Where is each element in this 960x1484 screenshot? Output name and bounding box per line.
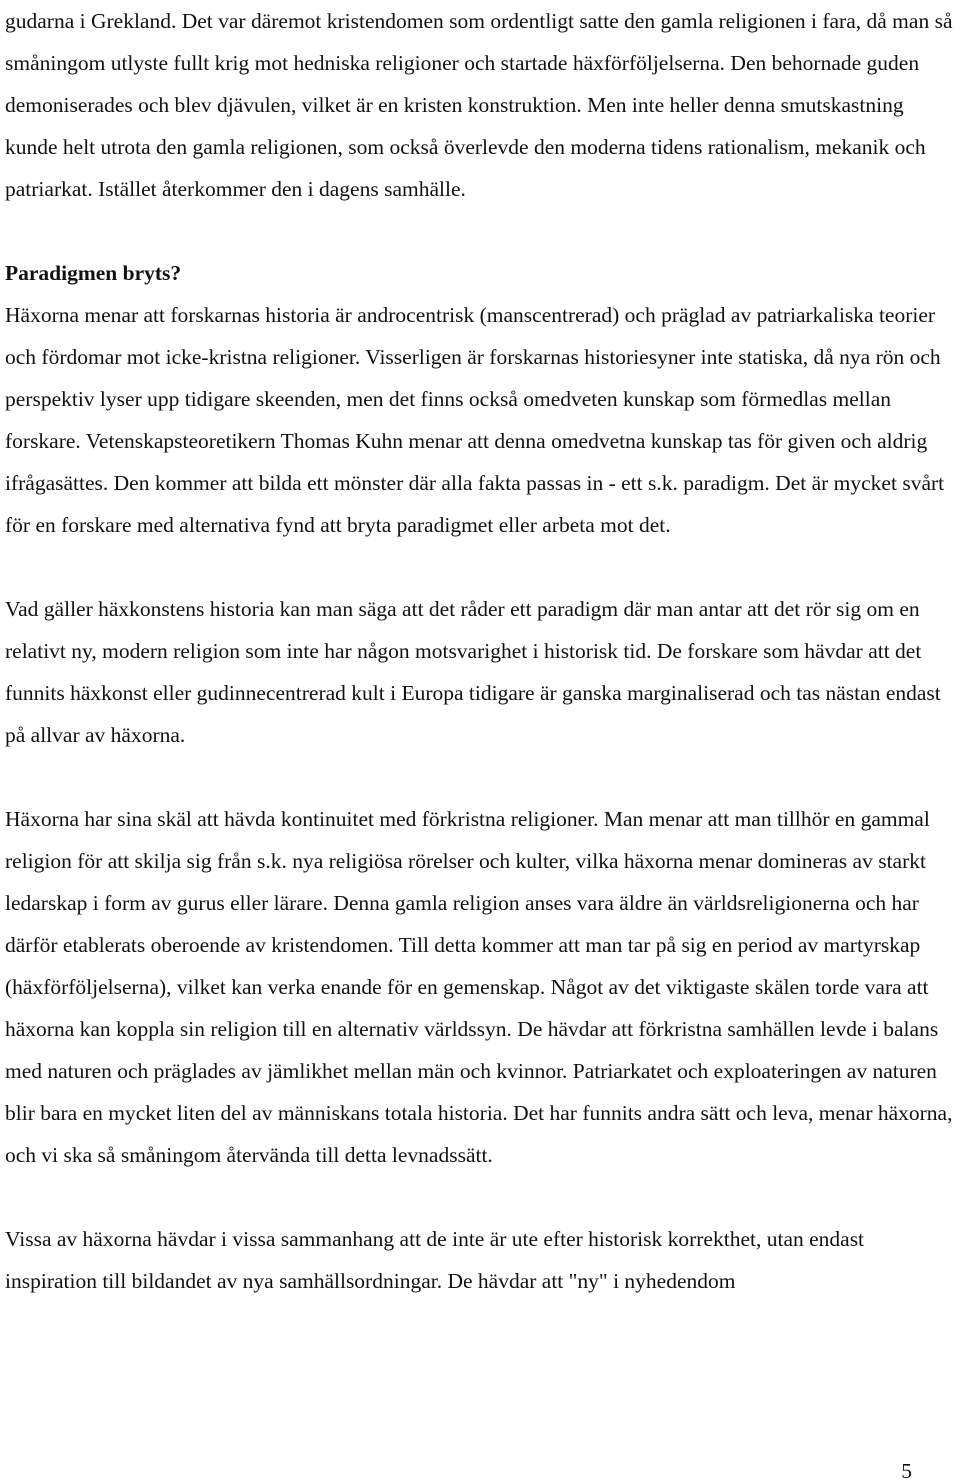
paragraph-inspiration: Vissa av häxorna hävdar i vissa sammanhang att de inte är ute efter historisk korrekthet, utan endast inspiration till bildandet av nya samhällsordningar. De hävdar att "ny" i nyhedendom	[5, 1227, 865, 1293]
paragraph-continuity: Häxorna har sina skäl att hävda kontinuitet med förkristna religioner. Man menar att man tillhör en gammal religion för att skilja sig från s.k. nya religiösa rörelser och kulter, vilka häxorna menar domineras av starkt ledarskap i form av gurus eller lärare. Denna gamla religion anses vara äldre än världsreligionerna och har därför etablerats oberoende av kristendomen. Till detta kommer att man tar på sig en period av martyrskap (häxförföljelserna), vilket kan verka enande för en gemenskap. Något av det viktigaste skälen torde vara att häxorna kan koppla sin religion till en alternativ världssyn. De hävdar att förkristna samhällen levde i balans med naturen och präglades av jämlikhet mellan män och kvinnor. Patriarkatet och exploateringen av naturen blir bara en mycket liten del av människans totala historia. Det har funnits andra sätt och leva, menar häxorna, och vi ska så småningom återvända till detta levnadssätt.	[5, 807, 953, 1167]
paragraph-gap	[5, 210, 957, 252]
paragraph-gap	[5, 756, 957, 798]
paragraph-gap	[5, 1176, 957, 1218]
paragraph-gap	[5, 546, 957, 588]
paragraph-witchcraft-history: Vad gäller häxkonstens historia kan man säga att det råder ett paradigm där man antar att det rör sig om en relativt ny, modern religion som inte har någon motsvarighet i historisk tid. De forskare som hävdar att det funnits häxkonst eller gudinnecentrerad kult i Europa tidigare är ganska marginaliserad och tas nästan endast på allvar av häxorna.	[5, 597, 941, 747]
paragraph-intro: gudarna i Grekland. Det var däremot kristendomen som ordentligt satte den gamla religionen i fara, då man så småningom utlyste fullt krig mot hedniska religioner och startade häxförföljelserna. Den behornade guden demoniserades och blev djävulen, vilket är en kristen konstruktion. Men inte heller denna smutskastning kunde helt utrota den gamla religionen, som också överlevde den moderna tidens rationalism, mekanik och patriarkat. Istället återkommer den i dagens samhälle.	[5, 9, 953, 201]
page-number: 5	[901, 1459, 912, 1483]
document-page	[5, 0, 957, 1302]
paragraph-paradigm: Häxorna menar att forskarnas historia är androcentrisk (manscentrerad) och präglad av patriarkaliska teorier och fördomar mot icke-kristna religioner. Visserligen är forskarnas historiesyner inte statiska, då nya rön och perspektiv lyser upp tidigare skeenden, men det finns också omedveten kunskap som förmedlas mellan forskare. Vetenskapsteoretikern Thomas Kuhn menar att denna omedvetna kunskap tas för given och aldrig ifrågasättes. Den kommer att bilda ett mönster där alla fakta passas in - ett s.k. paradigm. Det är mycket svårt för en forskare med alternativa fynd att bryta paradigmet eller arbeta mot det.	[5, 303, 945, 537]
section-heading: Paradigmen bryts?	[5, 261, 182, 285]
